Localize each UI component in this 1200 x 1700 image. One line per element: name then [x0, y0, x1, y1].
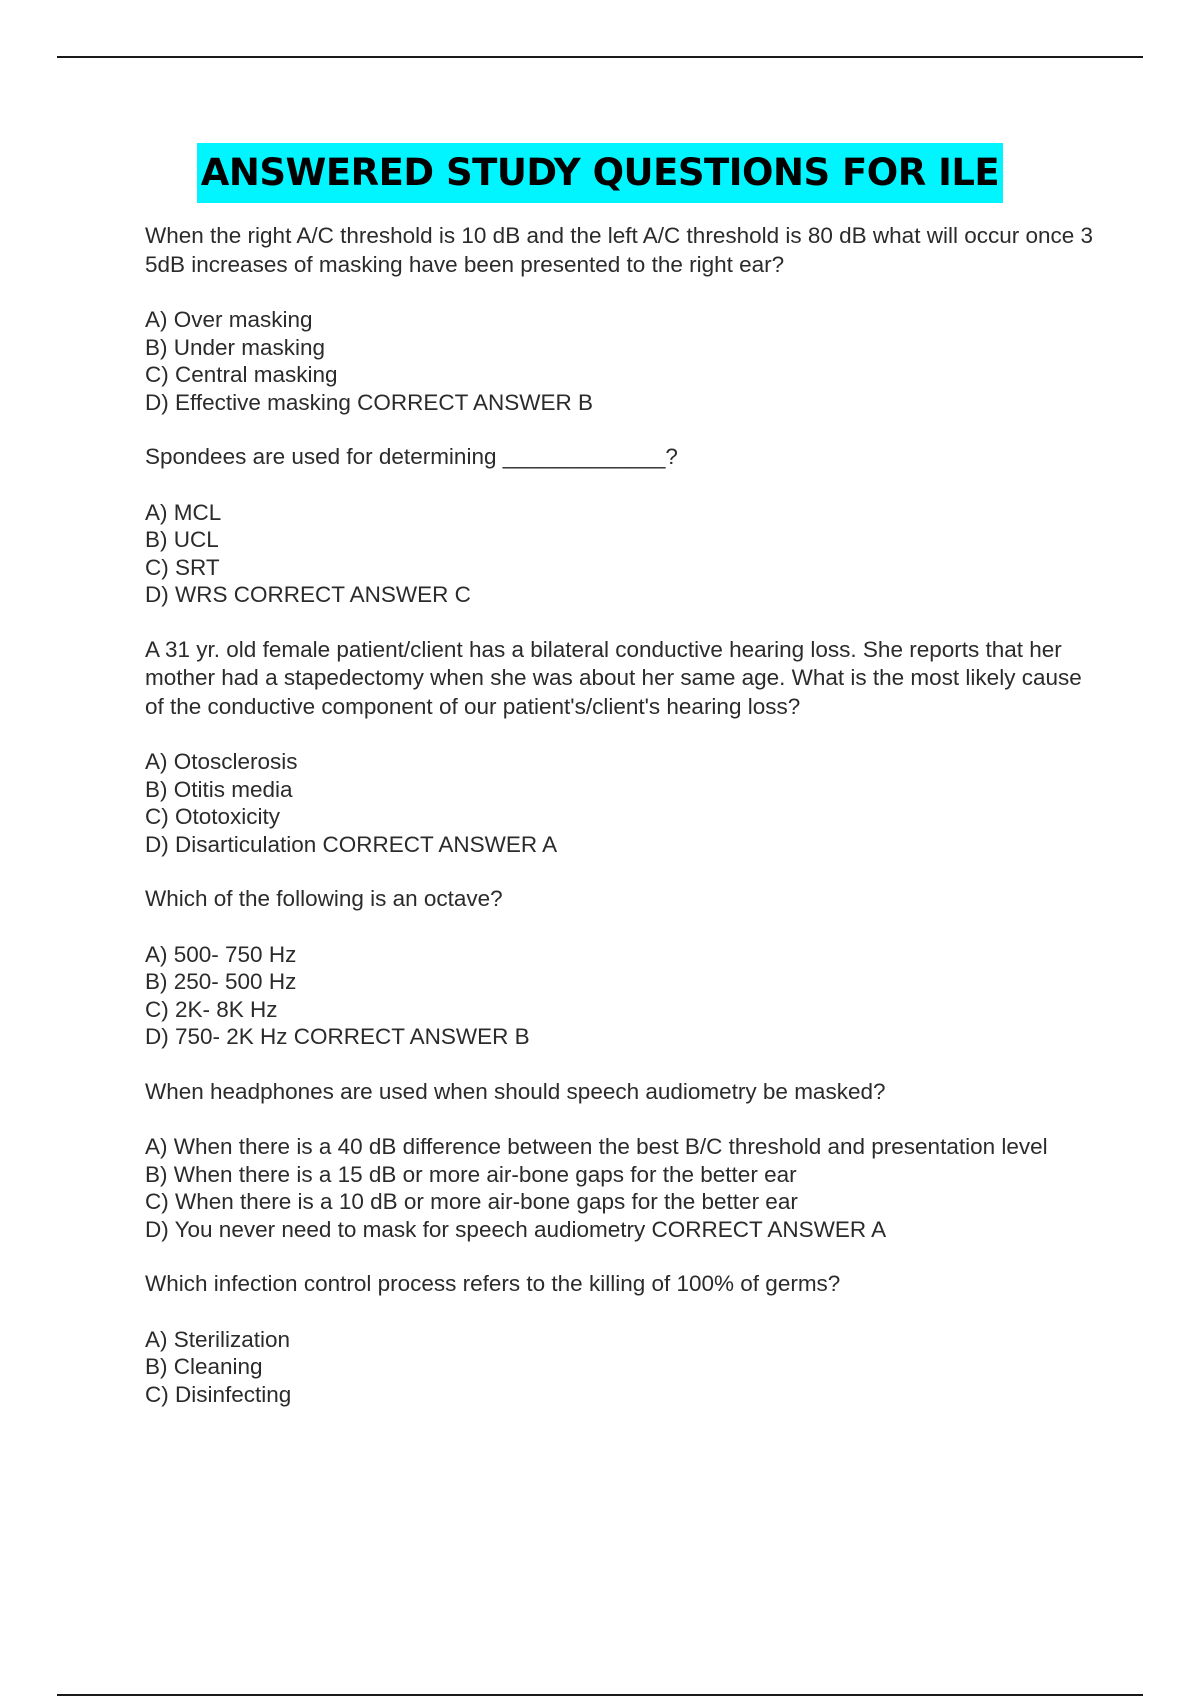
question-list	[145, 222, 1095, 1435]
choice-list	[145, 306, 1095, 416]
question-block	[145, 885, 1095, 1051]
choice-list	[145, 499, 1095, 609]
title-container	[0, 143, 1200, 203]
choice-item: D) WRS CORRECT ANSWER C	[145, 582, 471, 607]
question-block	[145, 636, 1095, 859]
choice-list	[145, 748, 1095, 858]
choice-item: C) When there is a 10 dB or more air-bone gaps for the better ear	[145, 1189, 798, 1214]
choice-item: B) 250- 500 Hz	[145, 969, 297, 994]
choice-item: D) Disarticulation CORRECT ANSWER A	[145, 831, 558, 857]
choice-item: D) You never need to mask for speech audiometry CORRECT ANSWER A	[145, 1216, 887, 1242]
choice-item: C) 2K- 8K Hz	[145, 996, 278, 1022]
choice-item: B) When there is a 15 dB or more air-bone gaps for the better ear	[145, 1161, 797, 1187]
question-text: Spondees are used for determining _____________?	[145, 444, 678, 469]
choice-item: D) 750- 2K Hz CORRECT ANSWER B	[145, 1024, 530, 1049]
question-text: Which of the following is an octave?	[145, 886, 503, 911]
choice-item: D) Effective masking CORRECT ANSWER B	[145, 389, 594, 415]
question-text: Which infection control process refers to the killing of 100% of germs?	[145, 1271, 841, 1296]
question-block	[145, 1078, 1095, 1244]
question-block	[145, 443, 1095, 609]
question-text: When headphones are used when should speech audiometry be masked?	[145, 1078, 886, 1104]
choice-item: C) Central masking	[145, 362, 338, 387]
choice-item: A) Otosclerosis	[145, 749, 298, 774]
document-title: ANSWERED STUDY QUESTIONS FOR ILE	[197, 143, 1003, 203]
choice-item: C) Ototoxicity	[145, 804, 281, 829]
choice-item: B) Otitis media	[145, 776, 293, 802]
choice-item: A) MCL	[145, 499, 222, 525]
choice-item: B) Under masking	[145, 334, 326, 360]
question-text: When the right A/C threshold is 10 dB and the left A/C threshold is 80 dB what will occur once 3 5dB increases of masking have been presented to the right ear?	[145, 223, 1094, 277]
header-rule	[57, 56, 1143, 58]
question-text: A 31 yr. old female patient/client has a bilateral conductive hearing loss. She reports that her mother had a stapedectomy when she was about her same age. What is the most likely cause of the conductive component of our patient's/client's hearing loss?	[145, 636, 1082, 719]
choice-item: B) UCL	[145, 527, 219, 552]
choice-item: C) Disinfecting	[145, 1381, 292, 1407]
choice-item: A) When there is a 40 dB difference between the best B/C threshold and presentation level	[145, 1134, 1048, 1159]
question-block	[145, 1270, 1095, 1408]
choice-item: B) Cleaning	[145, 1354, 263, 1379]
footer-rule	[57, 1694, 1143, 1696]
choice-item: A) Sterilization	[145, 1326, 291, 1352]
question-block	[145, 222, 1095, 416]
choice-item: A) 500- 750 Hz	[145, 941, 297, 967]
choice-list	[145, 1326, 1095, 1409]
choice-list	[145, 941, 1095, 1051]
choice-item: A) Over masking	[145, 307, 313, 332]
choice-item: C) SRT	[145, 554, 220, 580]
choice-list	[145, 1133, 1095, 1243]
